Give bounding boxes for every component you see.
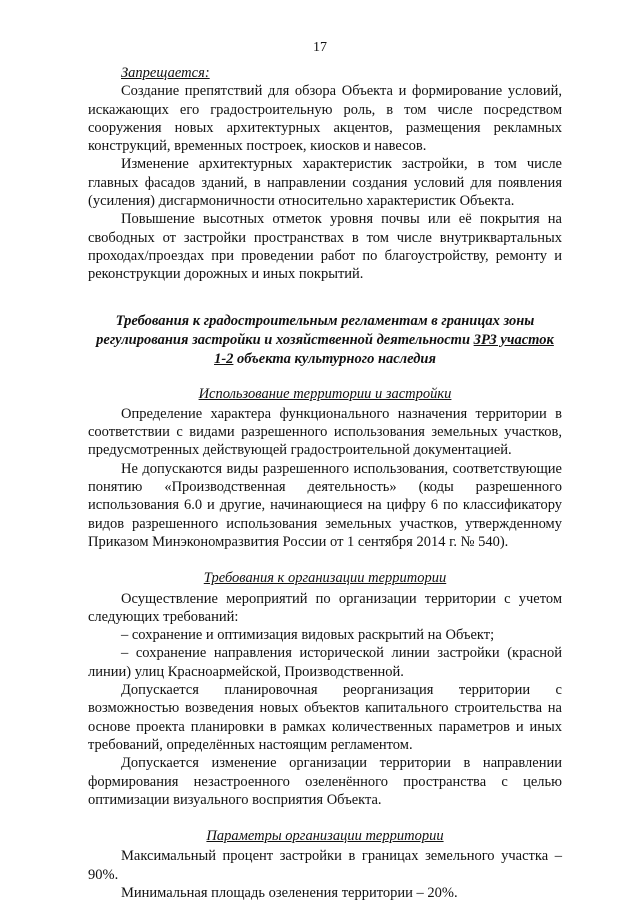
prohibited-paragraph: Изменение архитектурных характеристик застройки, в том числе главных фасадов зданий, в направлении создания условий для появления (усиления) дисгармоничности относительно характеристик Объекта. <box>88 156 562 210</box>
page-number: 17 <box>313 40 327 55</box>
section-title-text: объекта культурного наследия <box>233 350 436 367</box>
organization-heading: Требования к организации территории <box>203 570 447 587</box>
land-use-paragraph: Определение характера функционального назначения территории в соответствии с видами разрешенного использования земельных участков, предусмотренных действующей градостроительной документацией. <box>88 405 562 459</box>
organization-list-item: – сохранение направления исторической линии застройки (красной линии) улиц Красноармейской, Производственной. <box>88 645 562 680</box>
organization-paragraph: Осуществление мероприятий по организации территории с учетом следующих требований: <box>88 590 562 625</box>
section-title-text: Требования к градостроительным регламентам в границах зоны регулирования застройки и хозяйственной деятельности <box>96 312 535 348</box>
land-use-heading: Использование территории и застройки <box>198 385 452 402</box>
land-use-paragraph: Не допускаются виды разрешенного использования, соответствующие понятию «Производственная деятельность» (коды разрешенного использования 6.0 и другие, начинающиеся на цифру 6 по классификатору видов разрешенного использования земельных участков, утвержденному Приказом Минэкономразвития России от 1 сентября 2014 г. № 540). <box>88 460 562 550</box>
page-content <box>88 64 562 902</box>
organization-list-item: – сохранение и оптимизация видовых раскрытий на Объект; <box>121 627 495 644</box>
parameters-item: Максимальный процент застройки в границах земельного участка – 90%. <box>88 848 562 883</box>
prohibited-paragraph: Повышение высотных отметок уровня почвы или её покрытия на свободных от застройки пространствах в том числе внутриквартальных проходах/проездах при проведении работ по благоустройству, ремонту и реконструкции дорожных и иных покрытий. <box>88 211 562 283</box>
parameters-heading: Параметры организации территории <box>206 828 444 845</box>
section-title <box>96 312 554 369</box>
parameters-item: Минимальная площадь озеленения территории – 20%. <box>121 884 458 901</box>
organization-paragraph: Допускается изменение организации территории в направлении формирования незастроенного озеленённого пространства с целью оптимизации визуального восприятия Объекта. <box>88 755 562 808</box>
prohibited-paragraph: Создание препятствий для обзора Объекта и формирование условий, искажающих его градостроительную роль, в том числе посредством сооружения новых архитектурных акцентов, размещения рекламных конструкций, временных построек, киосков и навесов. <box>88 83 562 155</box>
organization-paragraph: Допускается планировочная реорганизация территории с возможностью возведения новых объектов капитального строительства на основе проекта планировки в рамках количественных параметров и иных требований, определённых настоящим регламентом. <box>88 682 562 753</box>
zone-code: ЗРЗ участок 1-2 <box>214 331 554 367</box>
prohibited-heading: Запрещается: <box>121 65 210 81</box>
